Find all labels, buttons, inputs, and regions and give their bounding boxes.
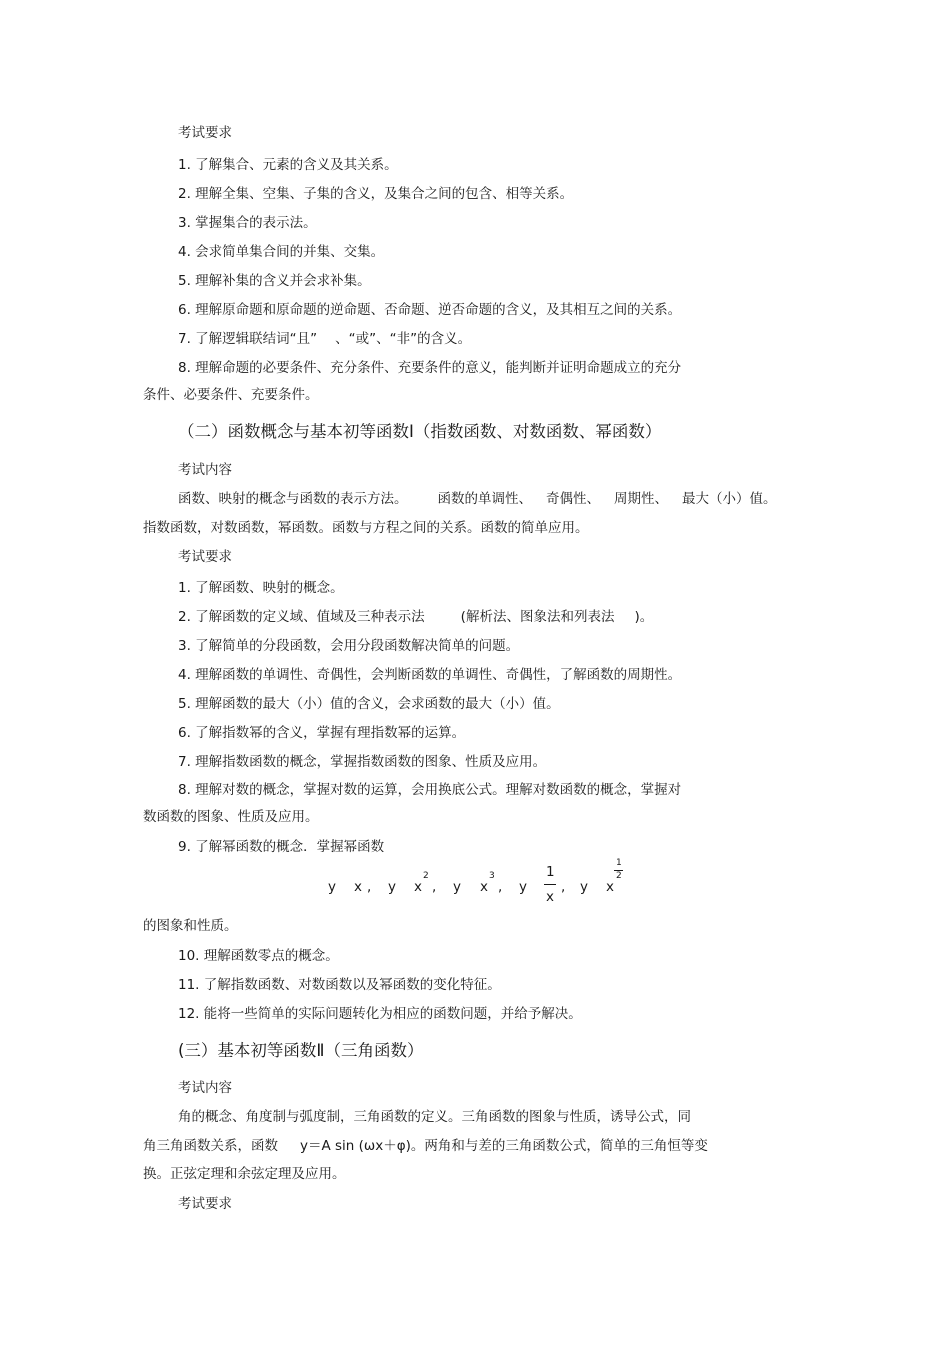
list-item-part: 2. 了解函数的定义域、值域及三种表示法 (178, 609, 425, 625)
list-item: 5. 理解补集的含义并会求补集。 (178, 273, 371, 289)
list-item-continuation: 数函数的图象、性质及应用。 (143, 809, 319, 825)
formula-symbol: , (498, 879, 503, 895)
text-span: 函数的单调性、 (437, 491, 532, 507)
text-span: 奇偶性、 (546, 491, 600, 507)
fraction-numerator: 1 (546, 864, 555, 880)
formula-exponent-denominator: 2 (616, 871, 622, 881)
formula-symbol: x (480, 879, 488, 895)
text-span: 函数、映射的概念与函数的表示方法。 (178, 491, 408, 507)
list-item: 1. 了解函数、映射的概念。 (178, 580, 344, 596)
text-span: 周期性、 (614, 491, 668, 507)
formula-symbol: y (580, 879, 588, 895)
list-item-part: (解析法、图象法和列表法 (460, 609, 615, 625)
formula-symbol: x (606, 879, 614, 895)
formula-exponent-numerator: 1 (616, 858, 622, 868)
list-item: 10. 理解函数零点的概念。 (178, 948, 339, 964)
formula-exponent: 3 (489, 871, 495, 881)
formula-symbol: y (328, 879, 336, 895)
list-item: 4. 会求简单集合间的并集、交集。 (178, 244, 385, 260)
formula-symbol: x (414, 879, 422, 895)
exam-content-title: 考试内容 (178, 462, 232, 478)
paragraph-line: 换。正弦定理和余弦定理及应用。 (143, 1166, 346, 1182)
list-item-continuation: 的图象和性质。 (143, 918, 238, 934)
list-item (178, 608, 653, 626)
list-item: 4. 理解函数的单调性、奇偶性，会判断函数的单调性、奇偶性，了解函数的周期性。 (178, 667, 682, 683)
exam-requirements-title: 考试要求 (178, 125, 232, 141)
list-item: 12. 能将一些简单的实际问题转化为相应的函数问题，并给予解决。 (178, 1006, 582, 1022)
list-item: 9. 了解幂函数的概念．掌握幂函数 (178, 839, 385, 855)
list-item-part: )。 (634, 609, 654, 625)
list-item: 1. 了解集合、元素的含义及其关系。 (178, 157, 398, 173)
exam-requirements-title: 考试要求 (178, 1196, 232, 1212)
list-item: 11. 了解指数函数、对数函数以及幂函数的变化特征。 (178, 977, 501, 993)
list-item-continuation: 条件、必要条件、充要条件。 (143, 387, 319, 403)
fraction-bar (544, 884, 556, 885)
list-item-part: 、“或”、“非”的含义。 (335, 331, 472, 347)
exam-content-title: 考试内容 (178, 1080, 232, 1096)
paragraph-line: 指数函数，对数函数，幂函数。函数与方程之间的关系。函数的简单应用。 (143, 520, 589, 536)
list-item: 8. 理解命题的必要条件、充分条件、充要条件的意义，能判断并证明命题成立的充分 (178, 360, 682, 376)
list-item (178, 330, 471, 348)
list-item: 5. 理解函数的最大（小）值的含义，会求函数的最大（小）值。 (178, 696, 560, 712)
formula-symbol: , (432, 879, 437, 895)
list-item-part: 7. 了解逻辑联结词“且” (178, 331, 318, 347)
list-item: 2. 理解全集、空集、子集的含义，及集合之间的包含、相等关系。 (178, 186, 574, 202)
list-item: 3. 掌握集合的表示法。 (178, 215, 317, 231)
fraction-denominator: x (546, 889, 554, 905)
formula-symbol: y (388, 879, 396, 895)
list-item: 3. 了解简单的分段函数，会用分段函数解决简单的问题。 (178, 638, 520, 654)
exam-requirements-title: 考试要求 (178, 549, 232, 565)
paragraph-line: 角的概念、角度制与弧度制，三角函数的定义。三角函数的图象与性质，诱导公式，同 (178, 1109, 691, 1125)
formula-symbol: x (354, 879, 362, 895)
list-item: 8. 理解对数的概念，掌握对数的运算，会用换底公式。理解对数函数的概念，掌握对 (178, 782, 682, 798)
text-span: 角三角函数关系，函数 (143, 1138, 278, 1154)
formula-symbol: y (519, 879, 527, 895)
paragraph-line (143, 1137, 708, 1155)
formula-symbol: , (561, 879, 566, 895)
text-span: y＝A sin (ωx＋φ)。两角和与差的三角函数公式，简单的三角恒等变 (300, 1138, 708, 1154)
text-span: 最大（小）值。 (682, 491, 777, 507)
section-heading: （二）函数概念与基本初等函数Ⅰ（指数函数、对数函数、幂函数） (178, 422, 662, 441)
paragraph-line (178, 490, 777, 508)
formula-symbol: , (367, 879, 372, 895)
list-item: 6. 理解原命题和原命题的逆命题、否命题、逆否命题的含义，及其相互之间的关系。 (178, 302, 682, 318)
list-item: 6. 了解指数幂的含义，掌握有理指数幂的运算。 (178, 725, 466, 741)
section-heading: (三）基本初等函数Ⅱ（三角函数） (178, 1041, 424, 1060)
formula-symbol: y (453, 879, 461, 895)
formula-exponent: 2 (423, 871, 429, 881)
list-item: 7. 理解指数函数的概念，掌握指数函数的图象、性质及应用。 (178, 754, 547, 770)
